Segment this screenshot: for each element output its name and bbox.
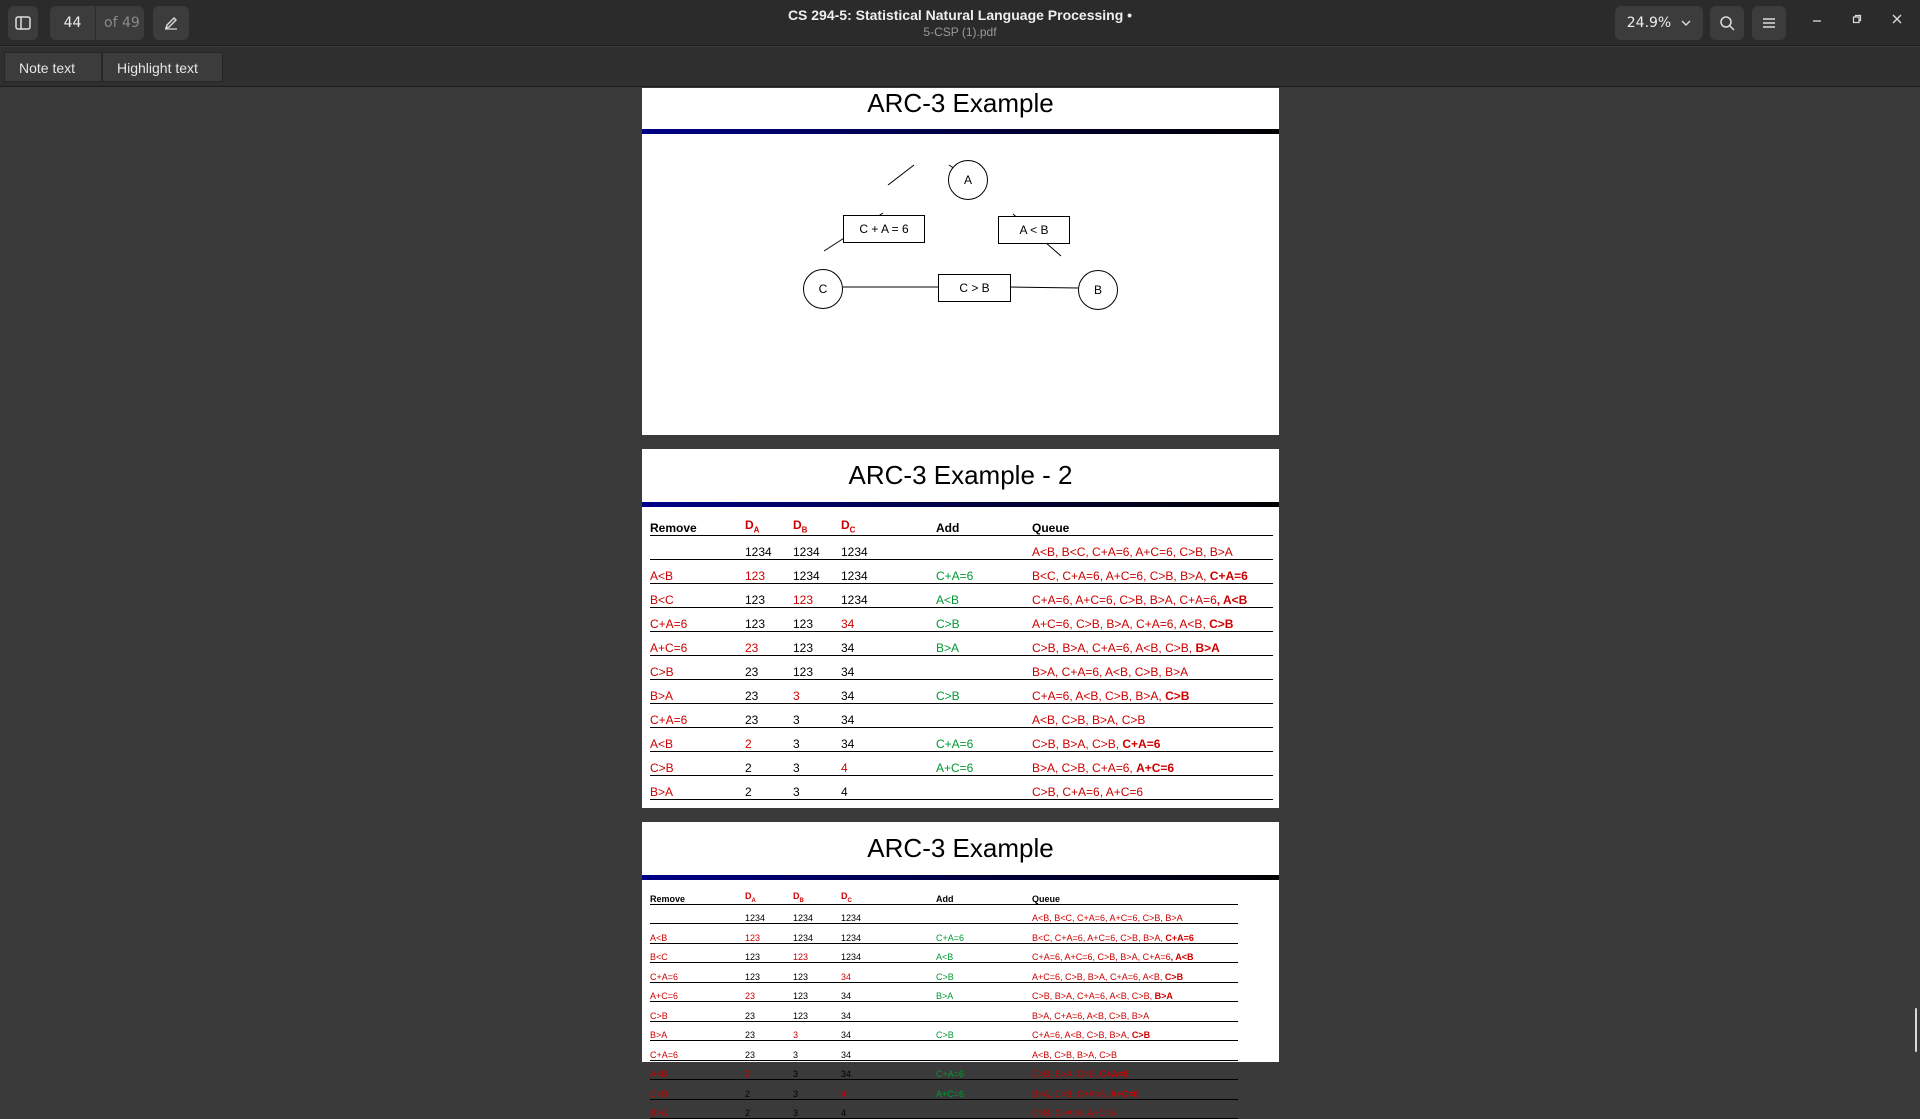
table-row	[650, 751, 1273, 775]
header-add	[936, 515, 1032, 535]
menu-button[interactable]	[1752, 6, 1786, 40]
header-domain-b-subscript: B	[801, 525, 808, 535]
cell-remove	[650, 904, 745, 924]
cell-remove: B>A	[650, 1099, 745, 1119]
cell-domain-b: 123	[793, 631, 841, 655]
cell-domain-b: 3	[793, 727, 841, 751]
cell-queue	[1032, 583, 1273, 607]
header-domain-c-subscript: C	[849, 525, 856, 535]
cell-domain-a: 2	[745, 1080, 793, 1100]
header-domain-b	[793, 515, 841, 535]
header-domain-c	[841, 888, 936, 904]
table-header-row	[650, 515, 1273, 535]
header-remove	[650, 515, 745, 535]
title-rule	[642, 502, 1279, 507]
header-queue-text: Queue	[1032, 520, 1070, 535]
queue-text: A<B, B<C, C+A=6, A+C=6, C>B, B>A	[1032, 544, 1233, 559]
slide-title: ARC-3 Example	[867, 833, 1054, 863]
maximize-button[interactable]	[1846, 12, 1868, 28]
cell-domain-a: 1234	[745, 535, 793, 559]
constraint-c-plus-a: C + A = 6	[843, 215, 925, 243]
cell-add: A<B	[936, 583, 1032, 607]
cell-queue	[1032, 1099, 1238, 1119]
queue-new-arc: C>B	[1164, 971, 1184, 982]
hamburger-icon	[1762, 17, 1776, 29]
cell-domain-b: 123	[793, 607, 841, 631]
node-a: A	[948, 160, 988, 200]
header-add-text: Add	[936, 893, 954, 904]
queue-new-arc: , A<B	[1170, 952, 1194, 962]
cell-domain-c: 34	[841, 607, 936, 631]
header-domain-a	[745, 515, 793, 535]
cell-domain-a: 123	[745, 963, 793, 983]
cell-domain-b: 123	[793, 583, 841, 607]
cell-domain-c: 1234	[841, 904, 936, 924]
cell-queue	[1032, 535, 1273, 559]
page-total: of 49	[104, 15, 140, 31]
header-queue	[1032, 888, 1238, 904]
scroll-indicator[interactable]	[1915, 1008, 1917, 1052]
table-row	[650, 775, 1273, 799]
annotation-toolbar	[0, 47, 1920, 87]
cell-remove: B<C	[650, 583, 745, 607]
header-domain-b-text: D	[793, 890, 800, 901]
table-row	[650, 727, 1273, 751]
cell-domain-c: 34	[841, 727, 936, 751]
cell-remove: A<B	[650, 1060, 745, 1080]
cell-add	[936, 535, 1032, 559]
slide-title: ARC-3 Example - 2	[848, 460, 1073, 490]
cell-domain-a: 123	[745, 924, 793, 944]
cell-domain-a: 2	[745, 1099, 793, 1119]
close-button[interactable]	[1886, 12, 1908, 28]
cell-remove: A<B	[650, 559, 745, 583]
cell-remove: B>A	[650, 775, 745, 799]
cell-remove: B>A	[650, 1021, 745, 1041]
cell-domain-a: 123	[745, 943, 793, 963]
arc3-trace-table-small	[650, 888, 1238, 1119]
cell-queue	[1032, 727, 1273, 751]
queue-text: A<B, B<C, C+A=6, A+C=6, C>B, B>A	[1032, 913, 1183, 923]
queue-new-arc: C+A=6	[1122, 736, 1161, 751]
cell-domain-c: 34	[841, 631, 936, 655]
cell-domain-a: 23	[745, 631, 793, 655]
queue-text: C>B, C+A=6, A+C=6	[1032, 784, 1144, 799]
cell-add: C>B	[936, 607, 1032, 631]
minimize-icon	[1812, 14, 1822, 24]
cell-domain-c: 1234	[841, 924, 936, 944]
cell-add: C>B	[936, 1021, 1032, 1041]
header-domain-c-subscript: C	[847, 897, 852, 904]
cell-domain-a: 2	[745, 727, 793, 751]
cell-domain-a: 23	[745, 1041, 793, 1061]
queue-text: A<B, C>B, B>A, C>B	[1032, 1049, 1118, 1060]
cell-domain-b: 3	[793, 1041, 841, 1061]
cell-domain-c: 1234	[841, 943, 936, 963]
table-row	[650, 655, 1273, 679]
document-viewer[interactable]	[0, 88, 1920, 1118]
cell-domain-a: 23	[745, 655, 793, 679]
cell-domain-b: 123	[793, 1002, 841, 1022]
queue-text: C+A=6, A+C=6, C>B, B>A, C+A=6	[1032, 952, 1171, 962]
header-domain-a-subscript: A	[751, 897, 756, 904]
queue-text: C+A=6, A+C=6, C>B, B>A, C+A=6	[1032, 592, 1217, 607]
cell-domain-b: 1234	[793, 535, 841, 559]
cell-domain-a: 123	[745, 583, 793, 607]
cell-add: A+C=6	[936, 1080, 1032, 1100]
table-header-row	[650, 888, 1238, 904]
queue-text: B<C, C+A=6, A+C=6, C>B, B>A,	[1032, 568, 1210, 583]
queue-text: C>B, B>A, C+A=6, A<B, C>B,	[1032, 991, 1155, 1001]
queue-new-arc: C+A=6	[1209, 568, 1248, 583]
cell-add	[936, 655, 1032, 679]
page-arc3-example-2	[642, 449, 1279, 808]
queue-new-arc: C+A=6	[1099, 1069, 1129, 1079]
close-icon	[1892, 14, 1902, 24]
cell-domain-b: 3	[793, 1099, 841, 1119]
table-row	[650, 982, 1238, 1002]
cell-domain-a: 23	[745, 1021, 793, 1041]
queue-new-arc: B>A	[1154, 991, 1173, 1001]
cell-add: C+A=6	[936, 559, 1032, 583]
highlight-text-button[interactable]: Highlight text	[102, 52, 223, 82]
header-domain-b	[793, 888, 841, 904]
cell-domain-c: 4	[841, 751, 936, 775]
queue-text: C+A=6, A<B, C>B, B>A,	[1032, 688, 1166, 703]
cell-domain-c: 4	[841, 1099, 936, 1119]
cell-domain-c: 34	[841, 1021, 936, 1041]
cell-queue	[1032, 1021, 1238, 1041]
page-arc3-example-3	[642, 822, 1279, 1118]
header-domain-c-text: D	[841, 890, 848, 901]
cell-queue	[1032, 1060, 1238, 1080]
cell-domain-a: 23	[745, 982, 793, 1002]
cell-domain-b: 3	[793, 1060, 841, 1080]
cell-queue	[1032, 963, 1238, 983]
cell-queue	[1032, 943, 1238, 963]
queue-new-arc: C>B	[1209, 616, 1234, 631]
queue-text: B>A, C+A=6, A<B, C>B, B>A	[1032, 1010, 1150, 1021]
header-remove	[650, 888, 745, 904]
title-rule	[642, 875, 1279, 880]
queue-text: C>B, B>A, C+A=6, A<B, C>B,	[1032, 640, 1196, 655]
queue-new-arc: A+C=6	[1136, 760, 1175, 775]
queue-text: B>A, C>B, C+A=6,	[1032, 760, 1137, 775]
cell-domain-c: 4	[841, 1080, 936, 1100]
cell-add	[936, 1002, 1032, 1022]
header-remove-text: Remove	[650, 893, 686, 904]
cell-domain-c: 1234	[841, 583, 936, 607]
search-icon	[1719, 15, 1735, 31]
cell-queue	[1032, 1080, 1238, 1100]
cell-queue	[1032, 775, 1273, 799]
queue-text: C>B, B>A, C>B,	[1032, 1069, 1100, 1079]
cell-domain-b: 123	[793, 943, 841, 963]
queue-new-arc: C+A=6	[1165, 932, 1194, 943]
cell-queue	[1032, 982, 1238, 1002]
header-domain-a-subscript: A	[753, 525, 760, 535]
cell-domain-c: 34	[841, 679, 936, 703]
cell-remove	[650, 535, 745, 559]
table-row	[650, 559, 1273, 583]
header-domain-c-text: D	[841, 518, 850, 533]
queue-text: C>B, C+A=6, A+C=6	[1032, 1108, 1116, 1118]
header-queue-text: Queue	[1032, 893, 1061, 904]
cell-add: C>B	[936, 963, 1032, 983]
cell-add	[936, 775, 1032, 799]
header-domain-a-text: D	[745, 890, 752, 901]
cell-remove: A+C=6	[650, 982, 745, 1002]
queue-new-arc: B>A	[1195, 640, 1220, 655]
cell-add: B>A	[936, 631, 1032, 655]
cell-domain-b: 1234	[793, 559, 841, 583]
constraint-c-gt-b: C > B	[938, 274, 1011, 302]
header-domain-b-subscript: B	[799, 897, 804, 904]
queue-new-arc: A+C=6	[1110, 1088, 1139, 1099]
table-row	[650, 963, 1238, 983]
table-row	[650, 535, 1273, 559]
cell-queue	[1032, 904, 1238, 924]
cell-domain-a: 2	[745, 1060, 793, 1080]
cell-add	[936, 1041, 1032, 1061]
table-row	[650, 1041, 1238, 1061]
cell-domain-b: 3	[793, 1080, 841, 1100]
cell-domain-c: 1234	[841, 535, 936, 559]
cell-add	[936, 1099, 1032, 1119]
queue-text: C+A=6, A<B, C>B, B>A,	[1032, 1030, 1132, 1040]
queue-text: A+C=6, C>B, B>A, C+A=6, A<B,	[1032, 616, 1210, 631]
cell-domain-c: 34	[841, 963, 936, 983]
queue-new-arc: C>B	[1131, 1030, 1151, 1040]
cell-queue	[1032, 1002, 1238, 1022]
cell-remove: C+A=6	[650, 1041, 745, 1061]
header-add-text: Add	[936, 520, 960, 535]
table-row	[650, 703, 1273, 727]
cell-queue	[1032, 607, 1273, 631]
slide-title: ARC-3 Example	[867, 88, 1054, 118]
constraint-a-lt-b: A < B	[998, 216, 1070, 244]
cell-add	[936, 904, 1032, 924]
arc3-trace-table	[650, 515, 1273, 800]
cell-domain-b: 3	[793, 679, 841, 703]
cell-domain-a: 123	[745, 607, 793, 631]
page-arc3-example	[642, 88, 1279, 435]
cell-remove: C+A=6	[650, 703, 745, 727]
cell-domain-b: 123	[793, 963, 841, 983]
queue-text: A<B, C>B, B>A, C>B	[1032, 712, 1146, 727]
zoom-selector[interactable]	[1615, 6, 1703, 40]
cell-add: C+A=6	[936, 727, 1032, 751]
queue-text: A+C=6, C>B, B>A, C+A=6, A<B,	[1032, 971, 1165, 982]
chevron-down-icon	[1681, 20, 1691, 26]
queue-text: B>A, C>B, C+A=6,	[1032, 1088, 1111, 1099]
cell-domain-b: 123	[793, 655, 841, 679]
cell-remove: C>B	[650, 1080, 745, 1100]
cell-add: C+A=6	[936, 1060, 1032, 1080]
table-row	[650, 679, 1273, 703]
table-row	[650, 1080, 1238, 1100]
page-number-input[interactable]: 44	[50, 6, 96, 40]
cell-queue	[1032, 1041, 1238, 1061]
cell-domain-c: 34	[841, 1041, 936, 1061]
cell-remove: B>A	[650, 679, 745, 703]
queue-text: B>A, C+A=6, A<B, C>B, B>A	[1032, 664, 1189, 679]
cell-domain-a: 1234	[745, 904, 793, 924]
cell-add: A+C=6	[936, 751, 1032, 775]
header-domain-a-text: D	[745, 518, 754, 533]
cell-add: B>A	[936, 982, 1032, 1002]
cell-domain-b: 1234	[793, 904, 841, 924]
cell-domain-c: 34	[841, 655, 936, 679]
cell-domain-b: 1234	[793, 924, 841, 944]
cell-remove: C>B	[650, 751, 745, 775]
cell-domain-c: 34	[841, 703, 936, 727]
table-row	[650, 1021, 1238, 1041]
cell-remove: A<B	[650, 727, 745, 751]
cell-add: A<B	[936, 943, 1032, 963]
table-row	[650, 1099, 1238, 1119]
cell-queue	[1032, 559, 1273, 583]
table-row	[650, 607, 1273, 631]
cell-domain-c: 34	[841, 982, 936, 1002]
cell-add: C>B	[936, 679, 1032, 703]
cell-remove: C>B	[650, 1002, 745, 1022]
search-button[interactable]	[1710, 6, 1744, 40]
queue-text: B<C, C+A=6, A+C=6, C>B, B>A,	[1032, 932, 1166, 943]
cell-domain-b: 3	[793, 751, 841, 775]
queue-new-arc: , A<B	[1216, 592, 1248, 607]
cell-domain-a: 23	[745, 1002, 793, 1022]
table-row	[650, 631, 1273, 655]
node-b: B	[1078, 270, 1118, 310]
cell-domain-c: 34	[841, 1060, 936, 1080]
cell-queue	[1032, 631, 1273, 655]
header-domain-c	[841, 515, 936, 535]
cell-domain-b: 3	[793, 703, 841, 727]
cell-queue	[1032, 679, 1273, 703]
cell-add	[936, 703, 1032, 727]
cell-queue	[1032, 655, 1273, 679]
cell-domain-a: 123	[745, 559, 793, 583]
header-bar	[0, 0, 1920, 46]
cell-domain-c: 4	[841, 775, 936, 799]
cell-domain-a: 23	[745, 679, 793, 703]
header-domain-b-text: D	[793, 518, 802, 533]
header-domain-a	[745, 888, 793, 904]
cell-remove: C+A=6	[650, 963, 745, 983]
queue-text: C>B, B>A, C>B,	[1032, 736, 1123, 751]
header-remove-text: Remove	[650, 520, 697, 535]
cell-queue	[1032, 751, 1273, 775]
cell-domain-b: 123	[793, 982, 841, 1002]
cell-add: C+A=6	[936, 924, 1032, 944]
document-filename: 5-CSP (1).pdf	[923, 25, 997, 39]
table-row	[650, 1060, 1238, 1080]
cell-domain-a: 23	[745, 703, 793, 727]
constraint-graph-edges	[642, 88, 1279, 435]
header-add	[936, 888, 1032, 904]
cell-domain-b: 3	[793, 775, 841, 799]
cell-domain-c: 34	[841, 1002, 936, 1022]
document-title: CS 294-5: Statistical Natural Language Processing •	[787, 7, 1133, 23]
cell-queue	[1032, 924, 1238, 944]
cell-remove: A<B	[650, 924, 745, 944]
cell-domain-a: 2	[745, 775, 793, 799]
cell-domain-a: 2	[745, 751, 793, 775]
table-row	[650, 904, 1238, 924]
cell-remove: A+C=6	[650, 631, 745, 655]
table-row	[650, 943, 1238, 963]
cell-remove: C+A=6	[650, 607, 745, 631]
cell-domain-c: 1234	[841, 559, 936, 583]
note-text-button[interactable]: Note text	[4, 52, 102, 82]
header-queue	[1032, 515, 1273, 535]
minimize-button[interactable]	[1806, 12, 1828, 28]
cell-queue	[1032, 703, 1273, 727]
table-row	[650, 924, 1238, 944]
cell-remove: B<C	[650, 943, 745, 963]
cell-domain-b: 3	[793, 1021, 841, 1041]
table-row	[650, 1002, 1238, 1022]
zoom-value: 24.9%	[1626, 15, 1672, 31]
table-row	[650, 583, 1273, 607]
cell-remove: C>B	[650, 655, 745, 679]
node-c: C	[803, 269, 843, 309]
restore-icon	[1852, 14, 1862, 24]
queue-new-arc: C>B	[1165, 688, 1190, 703]
